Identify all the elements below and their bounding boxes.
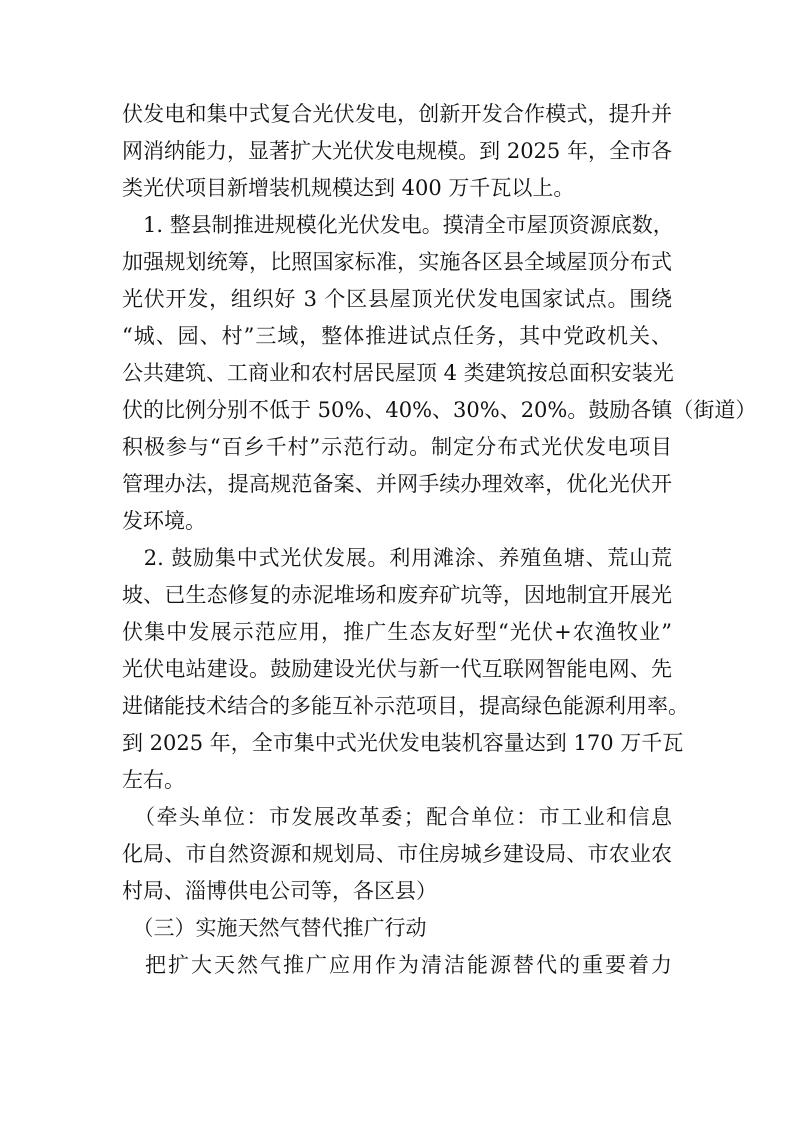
text-line: 到 2025 年，全市集中式光伏发电装机容量达到 170 万千瓦 [122, 731, 684, 755]
text-line: 光伏开发，组织好 3 个区县屋顶光伏发电国家试点。围绕 [122, 287, 672, 311]
section-heading: （三）实施天然气替代推广行动 [122, 916, 427, 940]
text-line: 把扩大天然气推广应用作为清洁能源替代的重要着力 [122, 953, 672, 977]
text-line: 加强规划统筹，比照国家标准，实施各区县全域屋顶分布式 [122, 250, 672, 274]
text-line: 光伏电站建设。鼓励建设光伏与新一代互联网智能电网、先 [122, 657, 672, 681]
text-line: 管理办法，提高规范备案、并网手续办理效率，优化光伏开 [122, 472, 672, 496]
text-line: 公共建筑、工商业和农村居民屋顶 4 类建筑按总面积安装光 [122, 361, 674, 385]
text-line: 村局、淄博供电公司等，各区县） [122, 879, 437, 903]
text-line: 类光伏项目新增装机规模达到 400 万千瓦以上。 [122, 176, 575, 200]
text-line: 发环境。 [122, 509, 206, 533]
text-line: 伏集中发展示范应用，推广生态友好型“光伏+农渔牧业” [122, 620, 672, 644]
text-line: 伏发电和集中式复合光伏发电，创新开发合作模式，提升并 [122, 102, 672, 126]
text-line: 坡、已生态修复的赤泥堆场和废弃矿坑等，因地制宜开展光 [122, 583, 672, 607]
text-line: 积极参与“百乡千村”示范行动。制定分布式光伏发电项目 [122, 435, 672, 459]
text-line: 2. 鼓励集中式光伏发展。利用滩涂、养殖鱼塘、荒山荒 [122, 546, 672, 570]
text-line: 1. 整县制推进规模化光伏发电。摸清全市屋顶资源底数， [122, 213, 674, 237]
body-text [122, 96, 757, 984]
text-line: “城、园、村”三域，整体推进试点任务，其中党政机关、 [122, 324, 672, 348]
text-line: 化局、市自然资源和规划局、市住房城乡建设局、市农业农 [122, 842, 672, 866]
text-line: 进储能技术结合的多能互补示范项目，提高绿色能源利用率。 [122, 694, 689, 718]
text-line: 左右。 [122, 768, 185, 792]
text-line: 网消纳能力，显著扩大光伏发电规模。到 2025 年，全市各 [122, 139, 672, 163]
text-line: （牵头单位：市发展改革委；配合单位：市工业和信息 [122, 805, 672, 829]
text-line: 伏的比例分别不低于 50%、40%、30%、20%。鼓励各镇（街道） [122, 398, 757, 422]
